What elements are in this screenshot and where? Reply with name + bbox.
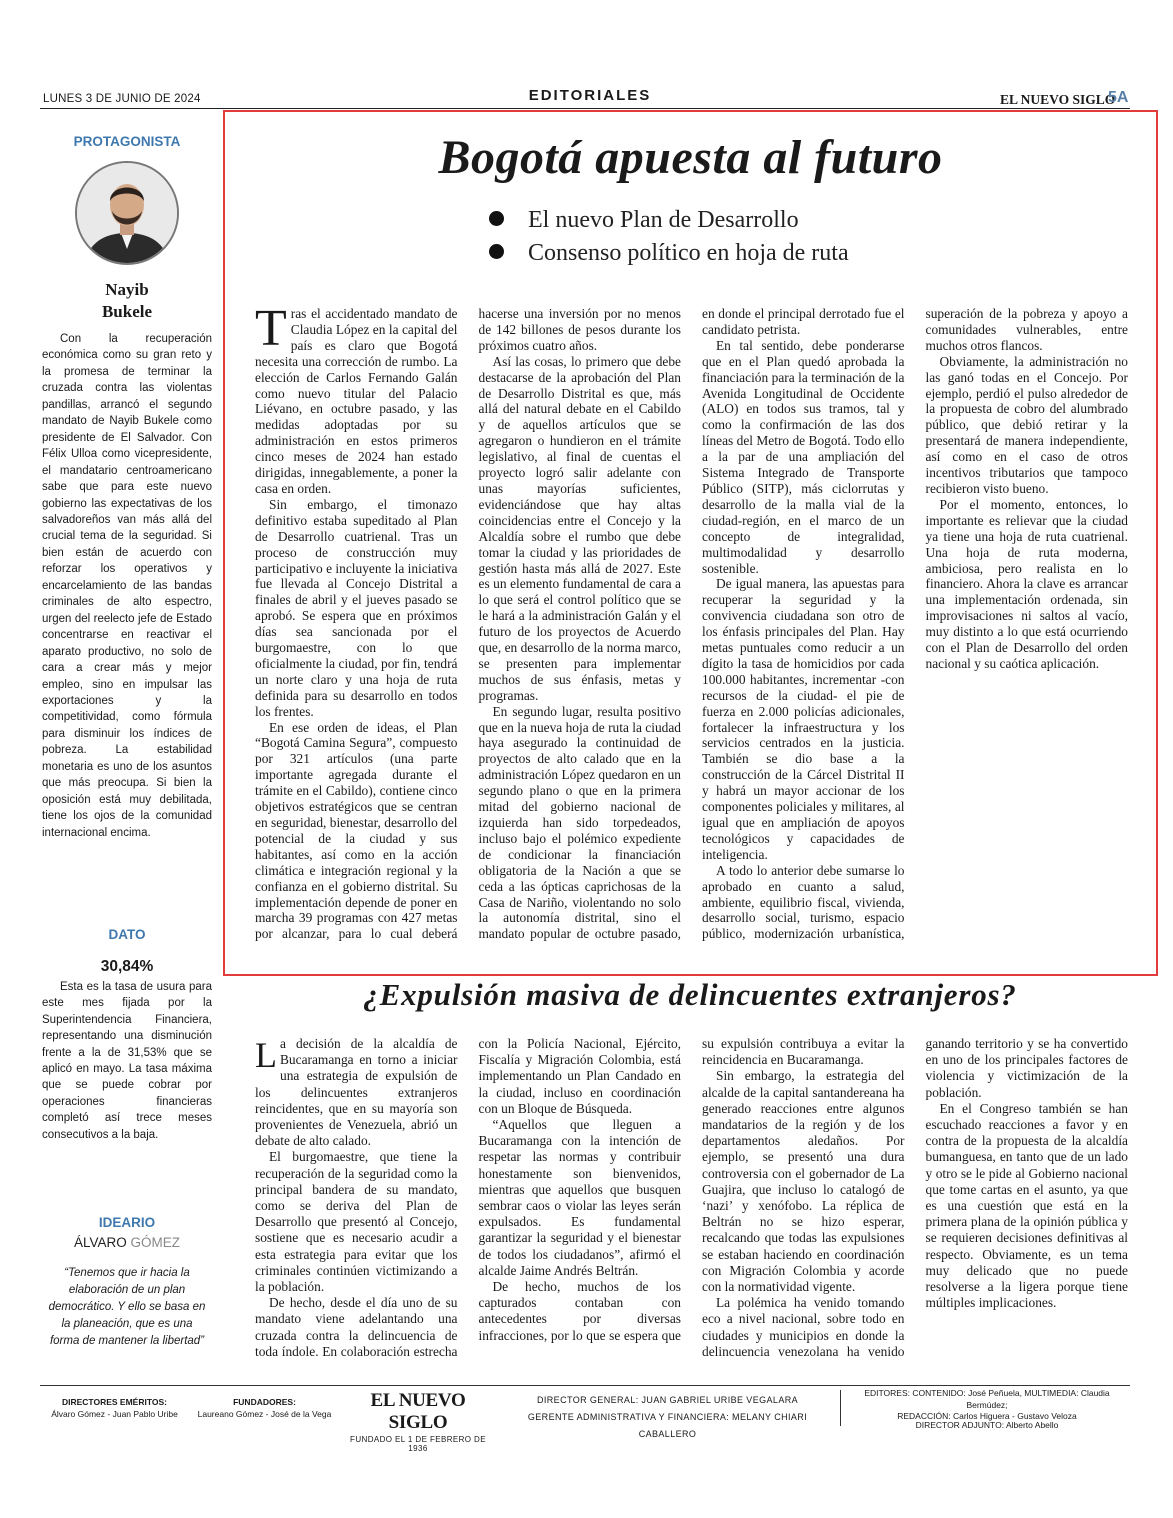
protagonist-avatar	[75, 161, 179, 265]
dato-label: DATO	[108, 927, 146, 942]
footer-founders-names: Laureano Gómez - José de la Vega	[197, 1409, 332, 1419]
editorial-paragraph: A todo lo anterior debe sumarse lo aprobado en cuanto a salud, ambiente, equilibrio fiscal, vivienda, desarrollo social, turismo, espacio público, modernización urbanística, superación de la pobreza y apoyo a comunidades vulnerables, entre muchos otros flancos.	[702, 306, 1128, 942]
editorial-paragraph: Por el momento, entonces, lo importante es relievar que la ciudad ya tiene una hoja de ruta cuatrienal. Una hoja de ruta moderna, ambiciosa, pero realista en lo financiero. Ahora la clave es arrancar una implementación ordenada, sin improvisaciones ni saltos al vacío, muy distinto a lo que está ocurriendo con el Plan de Desarrollo del orden nacional y su caótica aplicación.	[925, 496, 1128, 671]
editorial-bullet	[489, 240, 849, 267]
header-rule	[40, 108, 1130, 109]
editorial-paragraph: Sin embargo, la estrategia del alcalde de la capital santandereana ha generado reacciones entre algunos mandatarios de la región y de los departamentos aledaños. Por ejemplo, se presentó una dura controversia con el gobernador de La Guajira, que incluso lo catalogó de ‘nazi’ y xenófobo. La réplica de Beltrán no se hizo esperar, recalcando que todas las expulsiones se estaban haciendo en coordinación con Migración Colombia y acorde con la normatividad vigente.	[702, 1068, 905, 1295]
bullet-dot-icon	[489, 244, 504, 259]
dato-text: Esta es la tasa de usura para este mes fijada por la Superintendencia Financiera, representando una disminución frente a la de 31,53% que se aplicó en mayo. La tasa máxima que se puede cobrar por operaciones financieras completó así trece meses consecutivos a la baja.	[42, 981, 212, 1141]
footer-founders-label: FUNDADORES:	[233, 1397, 296, 1407]
footer-emeritus-directors	[42, 1396, 187, 1420]
second-editorial-title: ¿Expulsión masiva de delincuentes extranjeros?	[363, 977, 1017, 1012]
person-portrait-icon	[77, 163, 177, 263]
protagonist-last-name: Bukele	[101, 302, 153, 321]
footer-emeritus-names: Álvaro Gómez - Juan Pablo Uribe	[51, 1409, 178, 1419]
footer-editors	[846, 1388, 1128, 1423]
editorial-paragraph: En ese orden de ideas, el Plan “Bogotá Camina Segura”, compuesto por 321 artículos (una parte importante agregada durante el trámite en el Cabildo), contiene cinco objetivos estratégicos que se centran en seguridad, bienestar, desarrollo del potencial de la ciudad y sus habitantes, así como en la acción climática e integración regional y la confianza en el gobierno distrital. Su implementación depende de poner en marcha 39 programas con 427 metas por alcanzar, para lo cual deberá hacerse una inversión por no menos de 142 billones de pesos durante los próximos cuatro años.	[255, 306, 681, 942]
footer-logo	[343, 1390, 493, 1453]
footer-deputy-director: DIRECTOR ADJUNTO: Alberto Abello	[915, 1420, 1059, 1430]
editorial-paragraph: De hecho, desde el día uno de su mandato viene adelantando una cruzada contra la delincuencia de toda índole. En colaboración estrecha con la Policía Nacional, Ejército, Fiscalía y Migración Colombia, está implementando un Plan Candado en la ciudad, incluso en coordinación con un Bloque de Búsqueda.	[255, 1036, 681, 1359]
footer-logo-name: EL NUEVO SIGLO	[370, 1390, 466, 1433]
ideario-author-family: GÓMEZ	[130, 1235, 181, 1250]
editorial-title: Bogotá apuesta al futuro	[438, 131, 943, 184]
footer-redaccion-line: REDACCIÓN: Carlos Higuera - Gustavo Veloza	[897, 1411, 1077, 1421]
editorial-paragraph: Así las cosas, lo primero que debe destacarse de la aprobación del Plan de Desarrollo Distrital es que, más allá del natural debate en el Cabildo y de aquellos artículos que se agregaron o hundieron en el trámite legislativo, al final de cuentas el proyecto logró salir adelante con unas mayorías suficientes, evidenciándose que hay altas coincidencias entre el Concejo y la Alcaldía sobre el rumbo que debe tomar la ciudad y las prioridades de gestión hasta más allá de 2027. Este es un elemento fundamental de cara a lo que será el control político que se le hará a la administración Galán y el futuro de los proyectos de Acuerdo que, en desarrollo de la norma marco, se presenten para implementar muchos de sus énfasis, metas y programas.	[478, 353, 681, 703]
section-title: EDITORIALES	[528, 87, 652, 104]
footer-gerente: GERENTE ADMINISTRATIVA Y FINANCIERA: MELANY CHIARI CABALLERO	[527, 1412, 808, 1439]
editorial-paragraph: En el Congreso también se han escuchado reacciones a favor y en contra de la propuesta de la alcaldía bumanguesa, en tanto que de un lado y otro se le pide al Gobierno nacional que tome cartas en el asunto, ya que es una cuestión que está en la primera plana de la opinión pública y se requieren decisiones definitivas al respecto. Obviamente, es un tema muy delicado que no puede resolverse a la ligera porque tiene múltiples implicaciones.	[925, 1100, 1128, 1311]
footer-emeritus-label: DIRECTORES EMÉRITOS:	[61, 1397, 167, 1407]
editorial-bullet-text: Consenso político en hoja de ruta	[528, 240, 849, 266]
dato-value: 30,84%	[100, 958, 154, 975]
protagonist-name	[42, 279, 212, 323]
editorial-paragraph: El burgomaestre, que tiene la recuperación de la seguridad como la principal bandera de su mandato, como se deriva del Plan de Desarrollo que presentó al Concejo, sostiene que es necesario acudir a esta estrategia para evitar que los criminales continúen victimizando a la población.	[255, 1149, 458, 1295]
footer-director-general: DIRECTOR GENERAL: JUAN GABRIEL URIBE VEGALARA	[536, 1395, 799, 1405]
footer-founded-date: FUNDADO EL 1 DE FEBRERO DE 1936	[350, 1435, 486, 1453]
protagonista-text: Con la recuperación económica como su gran reto y la promesa de terminar la cruzada contra las violentas pandillas, arrancó el segundo mandato de Nayib Bukele como presidente de El Salvador. Con Félix Ulloa como vicepresidente, el mandatario centroamericano sabe que para este nuevo gobierno las expectativas de los salvadoreños van más allá del crucial tema de la seguridad. Si bien están de acuerdo con reforzar los operativos y encarcelamiento de las bandas criminales de alto espectro, urgen del reelecto jefe de Estado concentrarse en reactivar el aparato productivo, no solo de cara a crear más y mejor empleo, sino en impulsar las exportaciones y la competitividad, como fórmula para disminuir los índices de pobreza. La estabilidad monetaria es uno de los asuntos que más preocupa. Si bien la oposición está muy debilitada, tiene los ojos de la comunidad internacional encima.	[42, 333, 212, 839]
footer-editors-line: EDITORES: CONTENIDO: José Peñuela, MULTIMEDIA: Claudia Bermúdez;	[864, 1388, 1110, 1410]
masthead-logo: EL NUEVO SIGLO	[1000, 92, 1116, 107]
editorial-bullet	[489, 207, 799, 234]
ideario-author	[42, 1235, 212, 1250]
protagonista-label: PROTAGONISTA	[73, 134, 181, 149]
protagonist-first-name: Nayib	[105, 280, 149, 299]
footer-divider	[840, 1390, 841, 1426]
drop-cap: T	[255, 300, 287, 357]
footer-rule	[40, 1385, 1130, 1386]
editorial-paragraph: En segundo lugar, resulta positivo que en la nueva hoja de ruta la ciudad haya asegurado la continuidad de proyectos de alto calado que en la administración López quedaron en un segundo plano o que en la primera mitad del gobierno nacional de izquierda han sido torpedeados, incluso bajo el polémico expediente de condicionar la financiación obligatoria de la Nación a que se ceda a las ópticas caprichosas de la Casa de Nariño, violentando no solo la autonomía distrital, sino el mandato popular de octubre pasado, en donde el principal derrotado fue el candidato petrista.	[478, 306, 905, 942]
ideario-label: IDEARIO	[98, 1215, 156, 1230]
editorial-body	[255, 300, 1128, 956]
ideario-quote: “Tenemos que ir hacia la elaboración de un plan democrático. Y ello se basa en la planeación, que es una forma de mantener la libertad”	[48, 1267, 206, 1347]
editorial-paragraph: “Aquellos que lleguen a Bucaramanga con la intención de respetar las normas y contribuir honestamente son bienvenidos, mientras que aquellos que busquen sembrar caos o violar las leyes serán expulsados. Es fundamental garantizar la seguridad y el bienestar de todos los ciudadanos”, afirmó el alcalde Jaime Andrés Beltrán.	[478, 1117, 681, 1278]
editorial-paragraph: En tal sentido, debe ponderarse que en el Plan quedó aprobada la financiación para la terminación de la Avenida Longitudinal de Occidente (ALO) en todos sus tramos, tal y como la confirmación de las dos líneas del Metro de Bogotá. Todo ello a la par de una ampliación del Sistema Integrado de Transporte Público (SITP), más ciclorrutas y desarrollo de la malla vial de la ciudad-región, en el marco de un concepto de integralidad, multimodalidad y desarrollo sostenible.	[702, 337, 905, 576]
editorial-bullet-text: El nuevo Plan de Desarrollo	[528, 207, 799, 233]
editorial-paragraph	[255, 300, 458, 497]
editorial-paragraph: La polémica ha venido tomando eco a nivel nacional, sobre todo en ciudades y municipios en donde la delincuencia venezolana ha venido ganando territorio y se ha convertido en uno de los principales factores de violencia y victimización de la población.	[702, 1036, 1128, 1359]
bullet-dot-icon	[489, 211, 504, 226]
drop-cap: L	[255, 1035, 277, 1075]
editorial-paragraph: Obviamente, la administración no las ganó todas en el Concejo. Por ejemplo, perdió el pulso alrededor de la propuesta de cobro del alumbrado público, que debió retirar y la presentará de manera independiente, así como en el caso de otros incentivos tributarios que tampoco recibieron visto bueno.	[925, 353, 1128, 496]
page-number: 5A	[1108, 89, 1129, 106]
editorial-paragraph: De hecho, muchos de los capturados contaban con antecedentes por diversas infracciones, por lo que se espera que su expulsión contribuya a evitar la reincidencia en Bucaramanga.	[478, 1036, 905, 1343]
editorial-paragraph-text: ras el accidentado mandato de Claudia López en la capital del país es claro que Bogotá necesita una corrección de rumbo. La elección de Carlos Fernando Galán como nuevo titular del Palacio Liévano, en octubre pasado, y las medidas adoptadas por su administración en estos primeros cinco meses de 2024 han estado dirigidas, innegablemente, a poner la casa en orden.	[255, 306, 458, 496]
editorial-paragraph-text: a decisión de la alcaldía de Bucaramanga en torno a iniciar una estrategia de expulsión de los delincuentes extranjeros reincidentes, que en su mayoría son provenientes de Venezuela, abrió un debate de alto calado.	[255, 1036, 458, 1149]
ideario-author-given: ÁLVARO	[73, 1235, 127, 1250]
footer-founders	[192, 1396, 337, 1420]
second-editorial-body	[255, 1036, 1128, 1366]
footer-directors	[500, 1392, 835, 1443]
editorial-paragraph: Sin embargo, el timonazo definitivo estaba supeditado al Plan de Desarrollo cuatrienal. Tras un proceso de construcción muy participativo e incluyente la iniciativa fue llevada al Concejo Distrital a finales de abril y el jueves pasado se aprobó. Se espera que en próximos días sea sancionada por el burgomaestre, con lo que oficialmente la ciudad, por fin, tendrá un norte claro y una hoja de ruta definida para su desarrollo en todos los frentes.	[255, 496, 458, 719]
editorial-paragraph	[255, 1036, 458, 1149]
edition-date: LUNES 3 DE JUNIO DE 2024	[43, 93, 201, 105]
editorial-paragraph: De igual manera, las apuestas para recuperar la seguridad y la convivencia ciudadana son otro de los énfasis principales del Plan. Hay metas puntuales como reducir a un dígito la tasa de homicidios por cada 100.000 habitantes, incrementar -con recursos de la ciudad- el pie de fuerza en 2.000 policías adicionales, fortalecer la infraestructura y los servicios centrados en la justicia. También se dio base a la construcción de la Cárcel Distrital II y habrá un mayor accionar de los componentes policiales y militares, al igual que en ampliación de apoyos tecnológicos y capacidades de inteligencia.	[702, 576, 905, 862]
